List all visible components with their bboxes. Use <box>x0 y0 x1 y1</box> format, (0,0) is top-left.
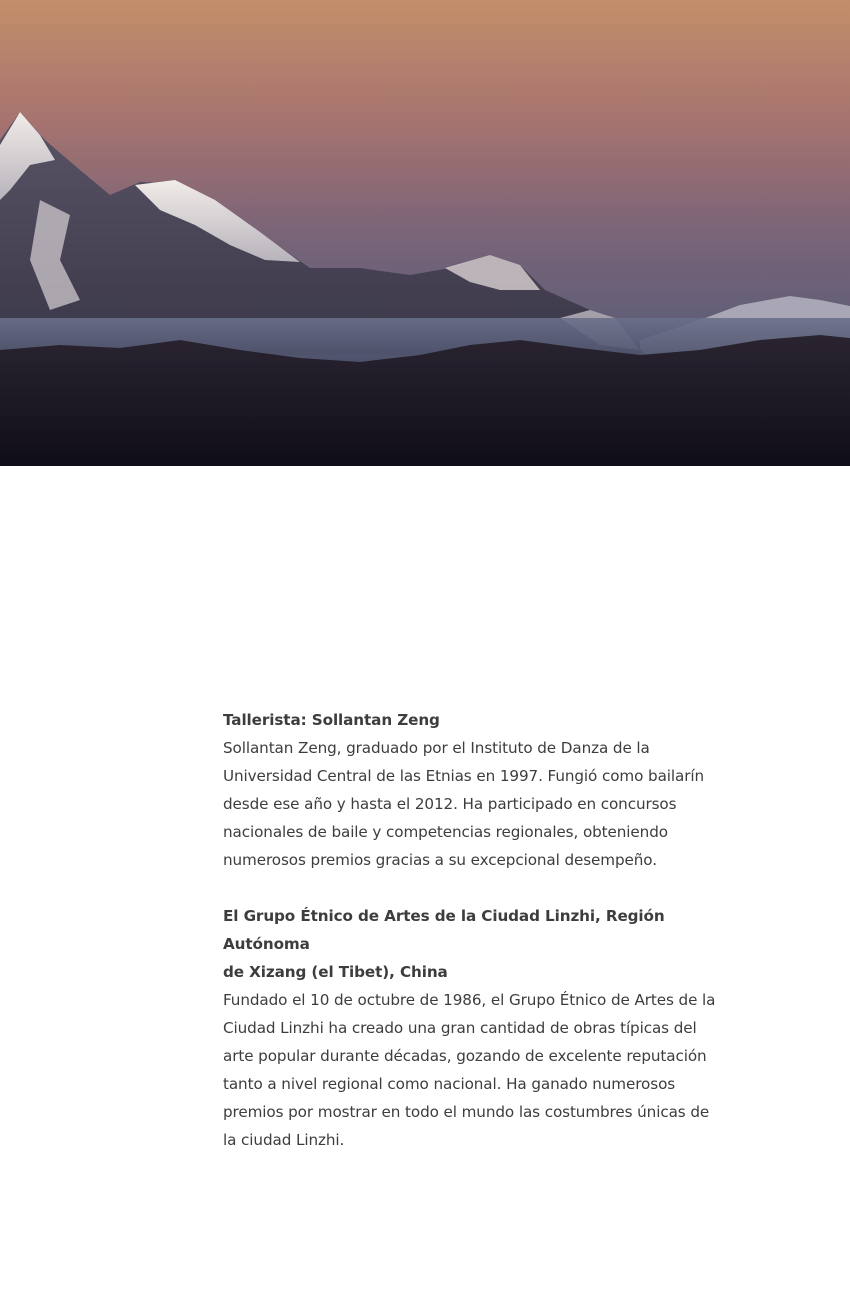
paragraph-line: premios por mostrar en todo el mundo las costumbres únicas de <box>223 1103 710 1121</box>
paragraph-line: Universidad Central de las Etnias en 1997. Fungió como bailarín <box>223 767 705 785</box>
text-block <box>223 706 733 1154</box>
section-heading-grupo: de Xizang (el Tibet), China <box>223 963 448 981</box>
paragraph-line: tanto a nivel regional como nacional. Ha ganado numerosos <box>223 1075 676 1093</box>
mountain-photo <box>0 0 850 466</box>
paragraph-line: arte popular durante décadas, gozando de excelente reputación <box>223 1047 707 1065</box>
paragraph-line: desde ese año y hasta el 2012. Ha participado en concursos <box>223 795 677 813</box>
section-heading-tallerista: Tallerista: Sollantan Zeng <box>223 711 440 729</box>
paragraph-line: numerosos premios gracias a su excepcional desempeño. <box>223 851 657 869</box>
paragraph-spacer <box>223 874 733 902</box>
paragraph-line: Ciudad Linzhi ha creado una gran cantidad de obras típicas del <box>223 1019 697 1037</box>
section-heading-grupo: El Grupo Étnico de Artes de la Ciudad Linzhi, Región Autónoma <box>223 907 665 953</box>
paragraph-line: Fundado el 10 de octubre de 1986, el Grupo Étnico de Artes de la <box>223 991 716 1009</box>
paragraph-line: la ciudad Linzhi. <box>223 1131 345 1149</box>
paragraph-line: nacionales de baile y competencias regionales, obteniendo <box>223 823 668 841</box>
paragraph-line: Sollantan Zeng, graduado por el Instituto de Danza de la <box>223 739 650 757</box>
